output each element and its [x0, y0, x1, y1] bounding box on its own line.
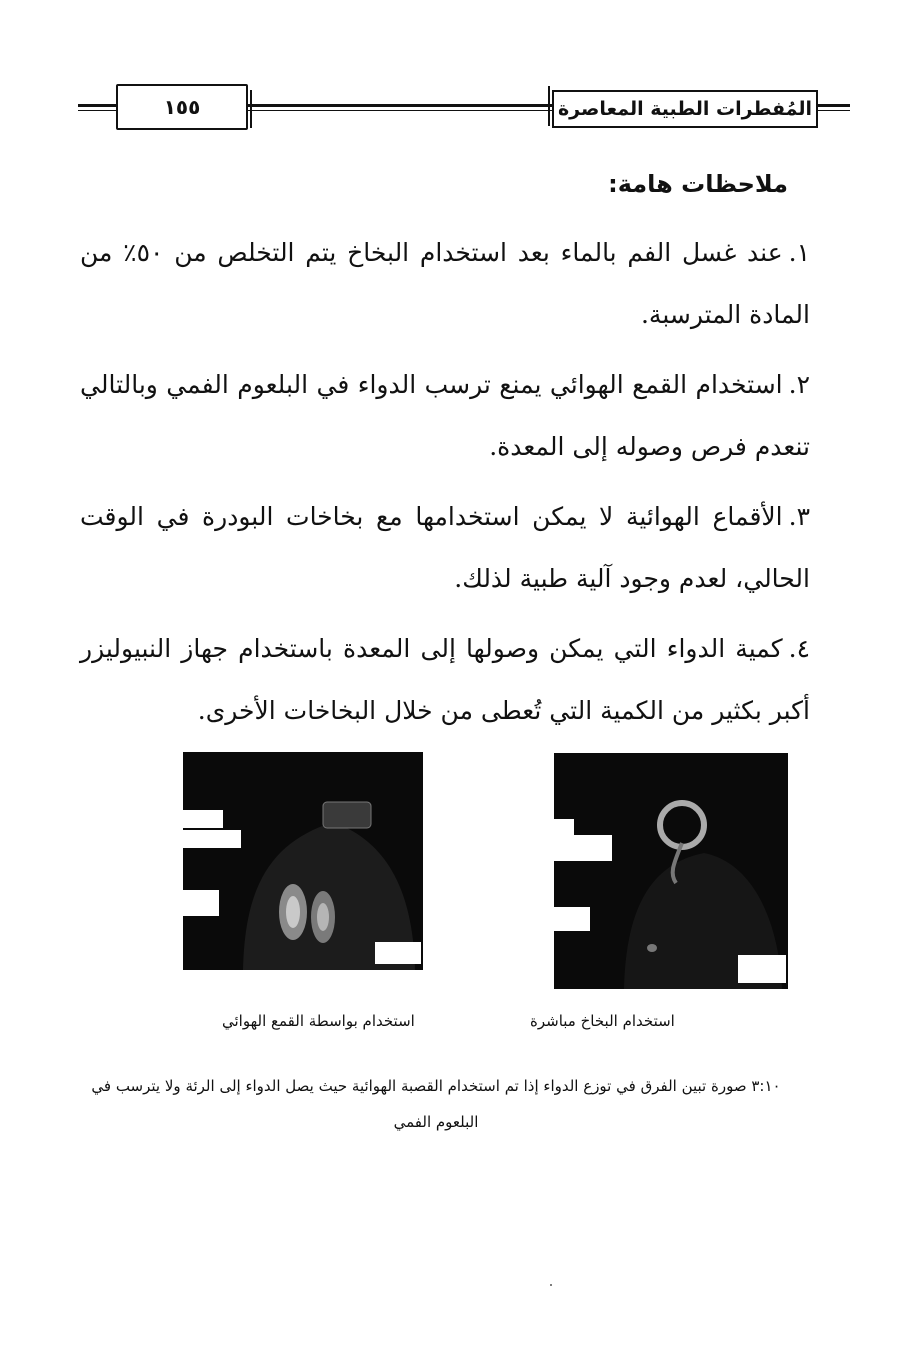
main-content [80, 170, 810, 750]
note-text: كمية الدواء التي يمكن وصولها إلى المعدة باستخدام جهاز النبيوليزر أكبر بكثير من الكمية التي تُعطى من خلال البخاخات الأخرى. [80, 634, 810, 725]
notes-list [80, 222, 810, 742]
page-header [78, 84, 850, 130]
direct-image-label: استخدام البخاخ مباشرة [530, 1012, 675, 1030]
note-item [80, 354, 810, 478]
note-text: عند غسل الفم بالماء بعد استخدام البخاخ يتم التخلص من ٥٠٪ من المادة المترسبة. [80, 238, 810, 329]
section-title: ملاحظات هامة: [608, 170, 788, 198]
direct-inhaler-image [554, 753, 788, 989]
note-number: ٢. [788, 370, 810, 399]
note-item [80, 486, 810, 610]
figure-caption: ٣:١٠ صورة تبين الفرق في توزع الدواء إذا تم استخدام القصبة الهوائية حيث يصل الدواء إلى الرئة ولا يترسب في البلعوم الفمي [91, 1077, 781, 1131]
book-title: المُفطرات الطبية المعاصرة [552, 90, 818, 128]
note-text: استخدام القمع الهوائي يمنع ترسب الدواء في البلعوم الفمي وبالتالي تنعدم فرص وصوله إلى المعدة. [80, 370, 810, 461]
note-number: ٤. [788, 634, 810, 663]
page-mark [550, 1284, 552, 1286]
spacer-scan-graphic [183, 752, 423, 970]
note-item [80, 618, 810, 742]
note-item [80, 222, 810, 346]
direct-scan-graphic [554, 753, 788, 989]
spacer-deposition-image [183, 752, 423, 970]
page-number: ١٥٥ [116, 84, 248, 130]
note-number: ٣. [788, 502, 810, 531]
spacer-image-label: استخدام بواسطة القمع الهوائي [222, 1012, 415, 1030]
note-text: الأقماع الهوائية لا يمكن استخدامها مع بخاخات البودرة في الوقت الحالي، لعدم وجود آلية طبية لذلك. [80, 502, 810, 593]
note-number: ١. [788, 238, 810, 267]
